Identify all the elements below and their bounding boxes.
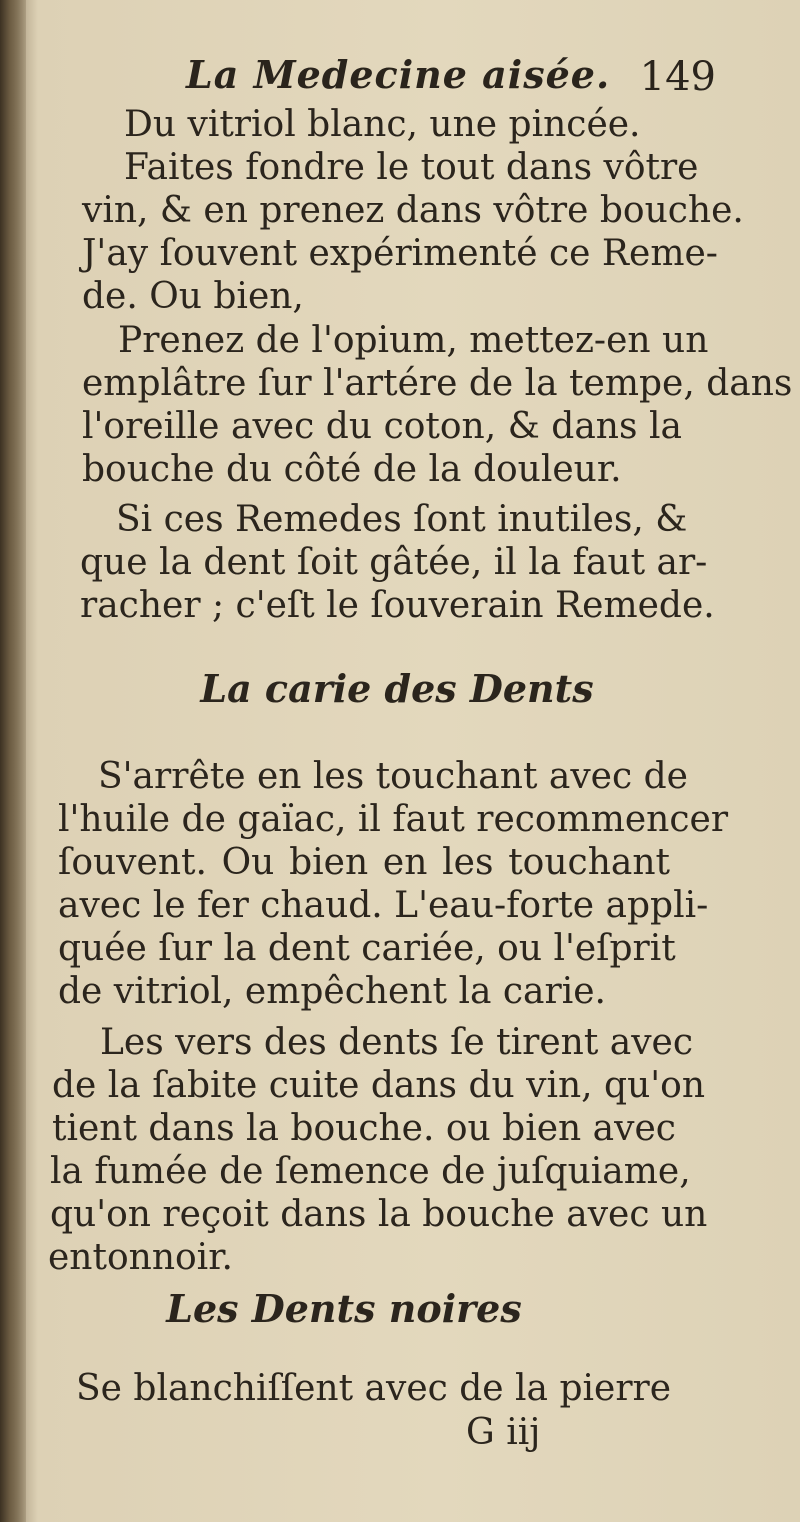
- text-line: avec le fer chaud. L'eau-forte appli-: [58, 885, 709, 926]
- text-line: de vitriol, empêchent la carie.: [58, 971, 606, 1012]
- text-line: tient dans la bouche. ou bien avec: [52, 1108, 676, 1149]
- text-line: entonnoir.: [48, 1237, 233, 1278]
- text-line: emplâtre ſur l'artére de la tempe, dans: [82, 363, 793, 404]
- text-line: bouche du côté de la douleur.: [82, 449, 622, 490]
- text-line: l'oreille avec du coton, & dans la: [82, 406, 682, 447]
- section-heading: La carie des Dents: [200, 666, 594, 711]
- text-line: de. Ou bien,: [82, 276, 304, 317]
- text-line: Prenez de l'opium, mettez-en un: [118, 320, 709, 361]
- text-line: quée ſur la dent cariée, ou l'eſprit: [58, 928, 676, 969]
- text-line: vin, & en prenez dans vôtre bouche.: [82, 190, 744, 231]
- text-line: Si ces Remedes ſont inutiles, &: [116, 499, 688, 540]
- text-line: la fumée de ſemence de juſquiame,: [50, 1151, 691, 1192]
- text-line: racher ; c'eſt le ſouverain Remede.: [80, 585, 715, 626]
- text-line: ſouvent. Ou bien en les touchant: [58, 842, 670, 883]
- page-number: 149: [639, 54, 716, 100]
- text-line: de la ſabite cuite dans du vin, qu'on: [52, 1065, 706, 1106]
- text-line: Les vers des dents ſe tirent avec: [100, 1022, 694, 1063]
- text-line: Faites fondre le tout dans vôtre: [124, 147, 699, 188]
- text-line: l'huile de gaïac, il faut recommencer: [58, 799, 729, 840]
- text-line: S'arrête en les touchant avec de: [98, 756, 688, 797]
- text-line: Du vitriol blanc, une pincée.: [124, 104, 641, 145]
- text-line: qu'on reçoit dans la bouche avec un: [50, 1194, 708, 1235]
- text-line: que la dent ſoit gâtée, il la faut ar-: [80, 542, 708, 583]
- section-heading: Les Dents noires: [166, 1286, 522, 1331]
- text-line: Se blanchiſſent avec de la pierre: [76, 1368, 672, 1409]
- running-title: La Medecine aisée.: [186, 52, 611, 97]
- signature-mark: G iij: [466, 1412, 541, 1453]
- text-line: J'ay ſouvent expérimenté ce Reme-: [82, 233, 718, 274]
